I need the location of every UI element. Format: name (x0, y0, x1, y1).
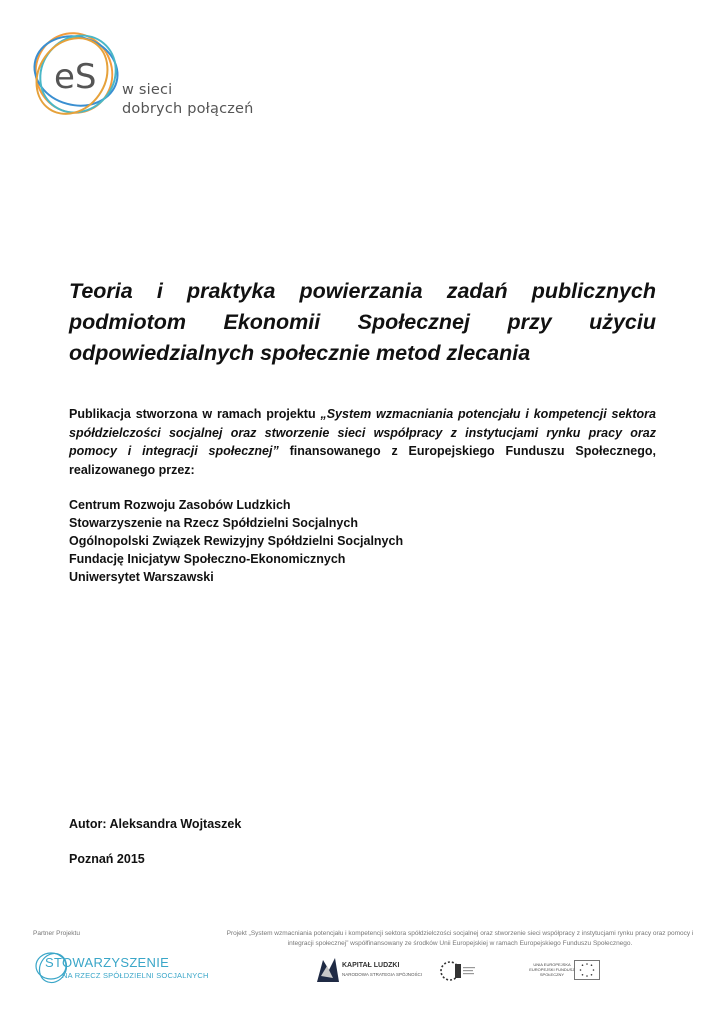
kapital-ludzki-logo (315, 956, 410, 986)
title-line-2: podmiotom Ekonomii Społecznej przy użyciu (69, 310, 656, 334)
partner-item: Centrum Rozwoju Zasobów Ludzkich (69, 498, 291, 512)
title-line-1: Teoria i praktyka powierzania zadań publicznych (69, 279, 656, 303)
intro-lead: Publikacja stworzona w ramach projektu (69, 407, 321, 421)
footer-note: Projekt „System wzmacniania potencjału i kompetencji sektora spółdzielczości socjalnej oraz stworzenie sieci współpracy z instytucjami rynku pracy oraz pomocy i integracji społecznej” współfinansowany ze środków Unii Europejskiej w ramach Europejskiego Funduszu Społecznego. (226, 930, 694, 947)
eu-flag-icon (574, 960, 600, 980)
stow-logo-sub: NA RZECZ SPÓŁDZIELNI SOCJALNYCH (62, 971, 209, 980)
document-title (69, 276, 656, 369)
title-line-3: odpowiedzialnych społecznie metod zlecania (69, 341, 531, 365)
project-name: „System wzmacniania potencjału i kompetencji sektora spółdzielczości socjalnej oraz stworzenie sieci współpracy z instytucjami rynku pracy oraz pomocy i integracji społecznej” (69, 407, 656, 458)
place-date: Poznań 2015 (69, 852, 145, 866)
partner-item: Stowarzyszenie na Rzecz Spółdzielni Socjalnych (69, 516, 358, 530)
intro-tail: finansowanego z Europejskiego Funduszu Społecznego, realizowanego przez: (69, 444, 656, 477)
partner-label: Partner Projektu (33, 930, 80, 937)
logo-tagline-line2: dobrych połączeń (122, 101, 254, 117)
partner-item: Ogólnopolski Związek Rewizyjny Spółdzielni Socjalnych (69, 534, 404, 548)
logo-tagline-line1: w sieci (122, 82, 173, 98)
eu-stars-circle-icon (437, 958, 477, 984)
partner-list (69, 496, 569, 586)
partner-item: Uniwersytet Warszawski (69, 570, 214, 584)
author: Autor: Aleksandra Wojtaszek (69, 817, 242, 831)
kl-sub: NARODOWA STRATEGIA SPÓJNOŚCI (342, 972, 423, 977)
stow-logo-main: STOWARZYSZENIE (45, 955, 170, 970)
kl-title: KAPITAŁ LUDZKI (342, 962, 400, 969)
partner-item: Fundację Inicjatyw Społeczno-Ekonomicznych (69, 552, 346, 566)
ue-efs-text: UNIA EUROPEJSKA EUROPEJSKI FUNDUSZ SPOŁECZNY (529, 962, 575, 977)
logo-tagline (122, 81, 254, 119)
intro-paragraph (69, 405, 656, 479)
logo-mark: eS (54, 57, 97, 97)
